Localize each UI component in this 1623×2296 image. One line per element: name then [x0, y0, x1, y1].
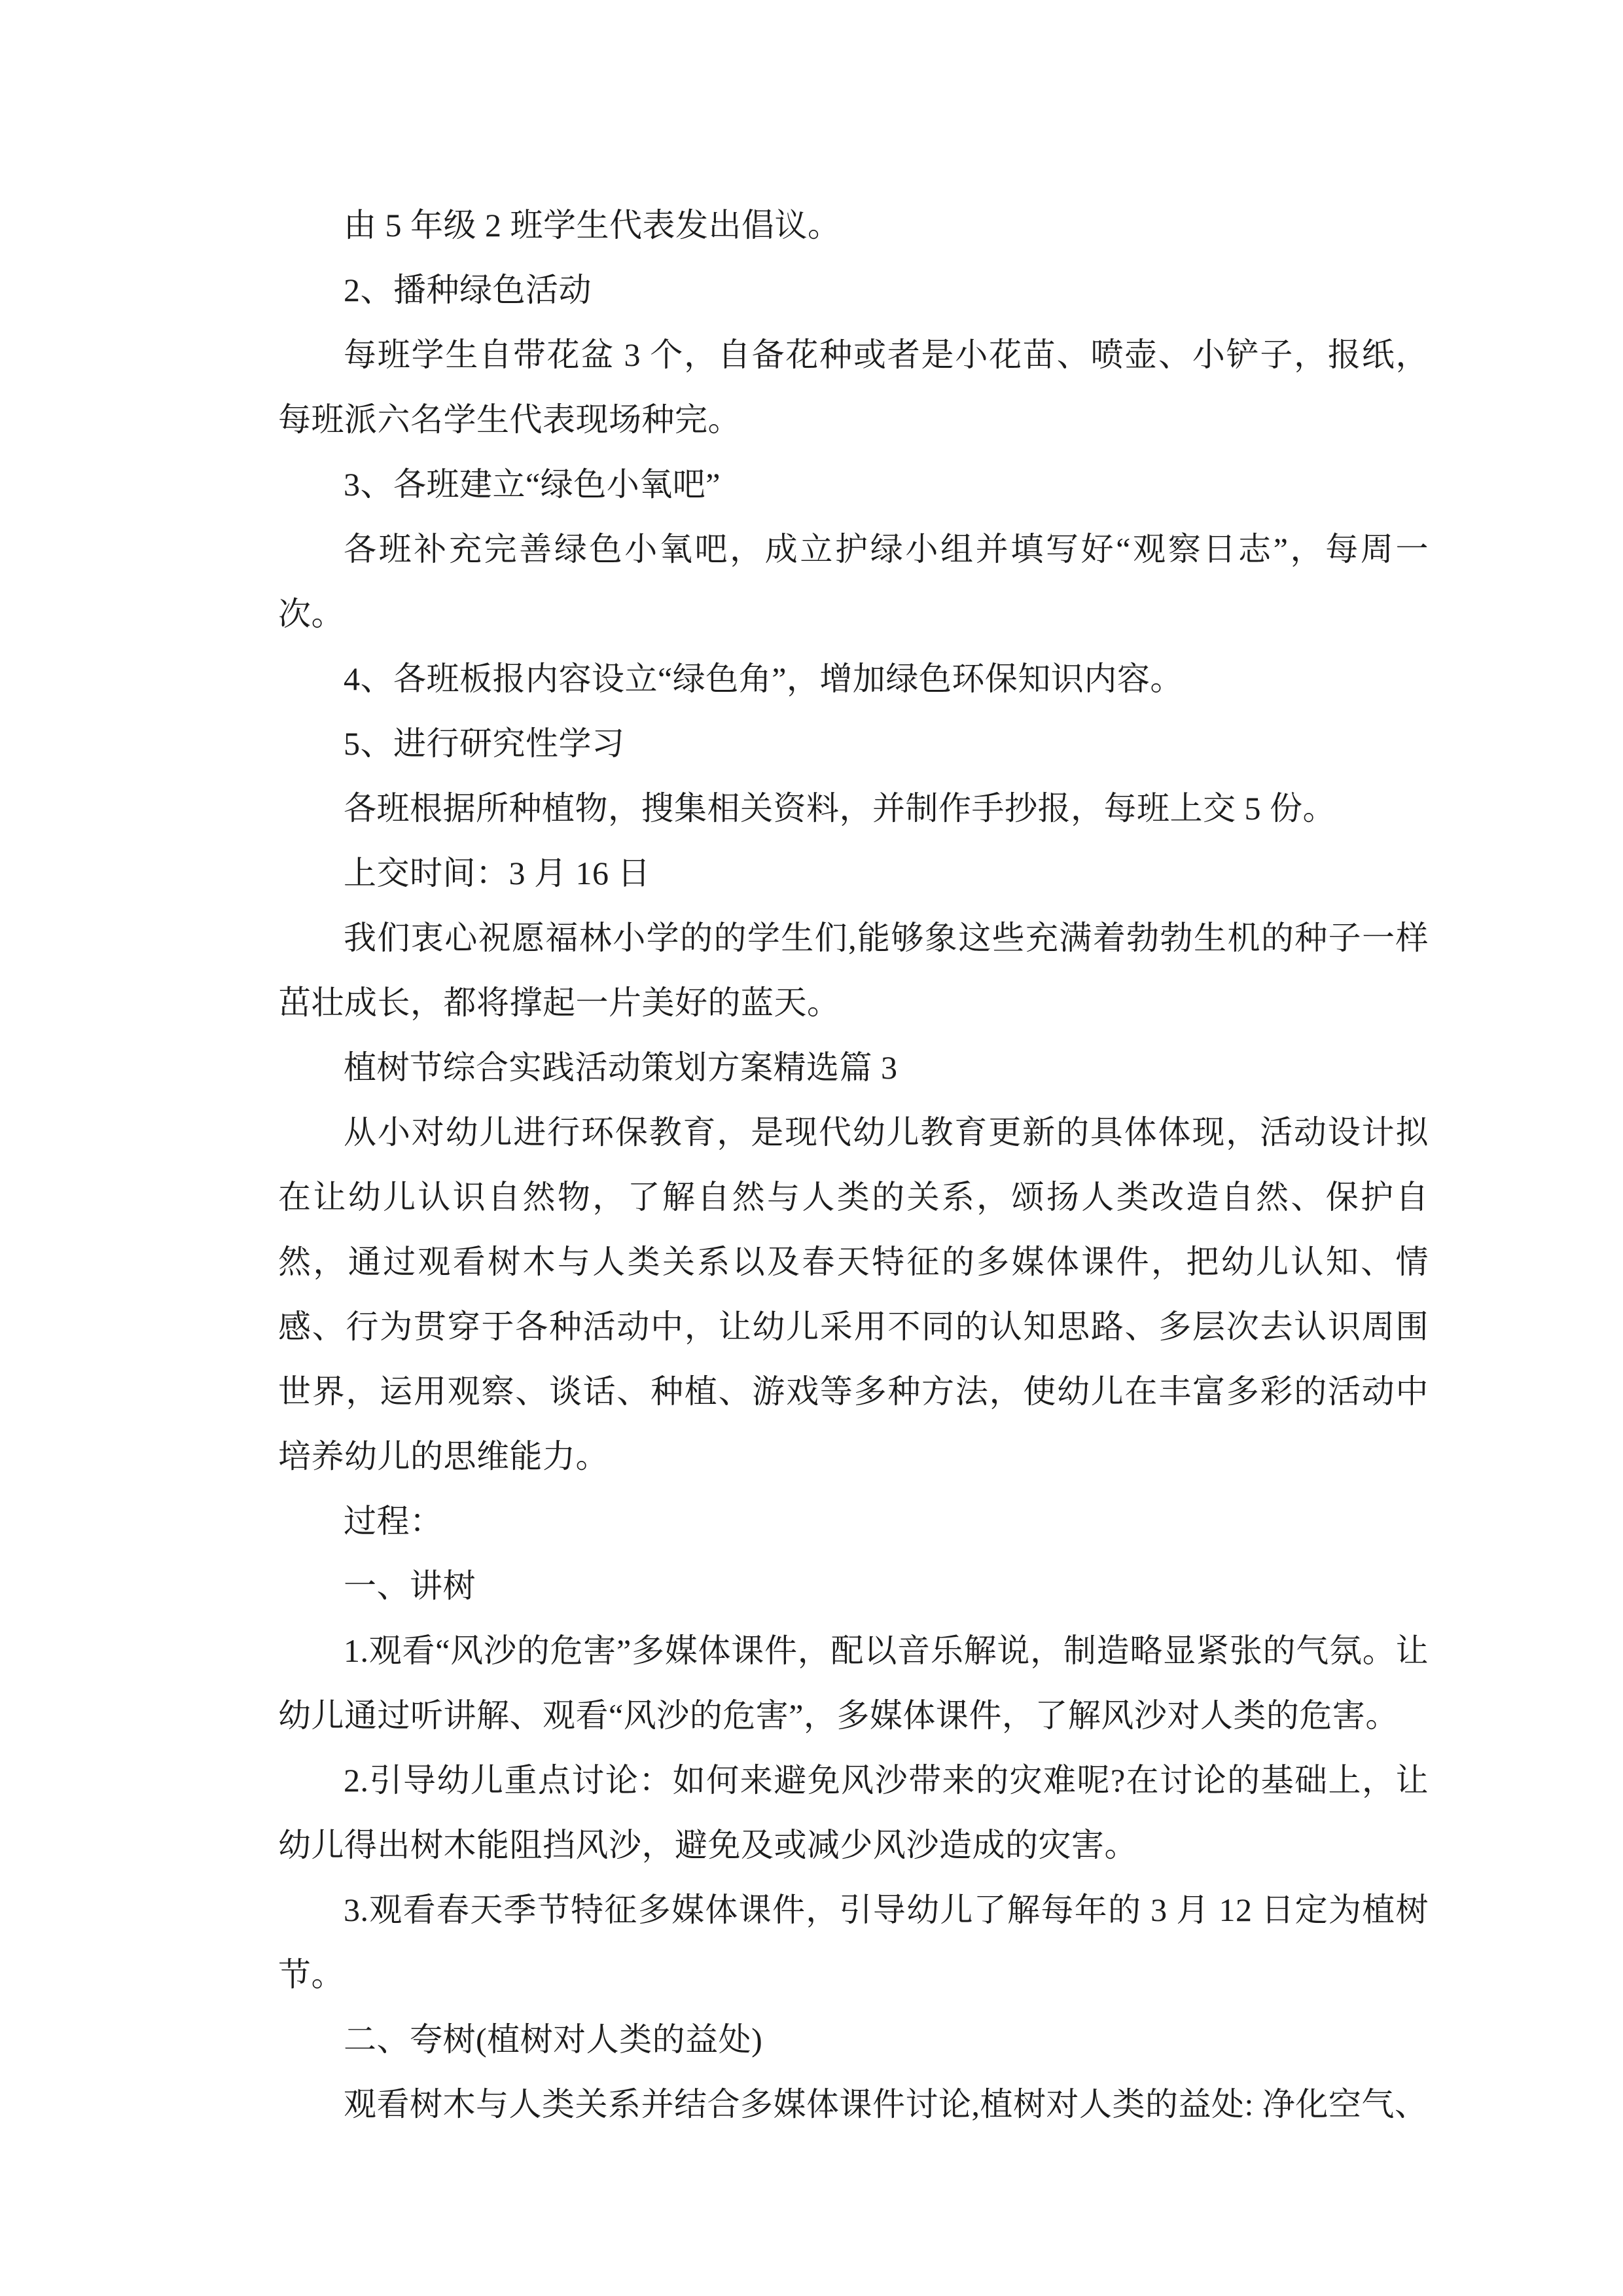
- paragraph: 过程：: [344, 1503, 443, 1539]
- paragraph-list-item: 5、进行研究性学习: [344, 725, 625, 762]
- section-heading: 植树节综合实践活动策划方案精选篇 3: [344, 1049, 898, 1086]
- paragraph: 每班学生自带花盆 3 个，自备花种或者是小花苗、喷壶、小铲子，报纸，每班派六名学生代表现场种完。: [278, 336, 1429, 438]
- paragraph: 3.观看春天季节特征多媒体课件，引导幼儿了解每年的 3 月 12 日定为植树节。: [278, 1892, 1429, 1993]
- paragraph: 观看树木与人类关系并结合多媒体课件讨论,植树对人类的益处: 净化空气、: [344, 2086, 1428, 2123]
- paragraph: 由 5 年级 2 班学生代表发出倡议。: [344, 207, 841, 243]
- paragraph: 2.引导幼儿重点讨论：如何来避免风沙带来的灾难呢?在讨论的基础上，让幼儿得出树木能阻挡风沙，避免及或减少风沙造成的灾害。: [278, 1762, 1429, 1863]
- paragraph-list-item: 二、夸树(植树对人类的益处): [344, 2021, 763, 2058]
- paragraph-list-item: 一、讲树: [344, 1568, 476, 1604]
- paragraph: 我们衷心祝愿福林小学的的学生们,能够象这些充满着勃勃生机的种子一样茁壮成长，都将撑起一片美好的蓝天。: [278, 920, 1429, 1021]
- paragraph: 各班根据所种植物，搜集相关资料，并制作手抄报，每班上交 5 份。: [344, 790, 1336, 827]
- paragraph: 各班补充完善绿色小氧吧，成立护绿小组并填写好“观察日志”，每周一次。: [278, 531, 1429, 632]
- document-content: [278, 193, 1429, 2137]
- paragraph-list-item: 2、播种绿色活动: [344, 272, 592, 308]
- paragraph-list-item: 4、各班板报内容设立“绿色角”，增加绿色环保知识内容。: [344, 660, 1183, 697]
- paragraph-list-item: 3、各班建立“绿色小氧吧”: [344, 466, 721, 503]
- paragraph: 从小对幼儿进行环保教育，是现代幼儿教育更新的具体体现，活动设计拟在让幼儿认识自然物，了解自然与人类的关系，颂扬人类改造自然、保护自然，通过观看树木与人类关系以及春天特征的多媒体课件，把幼儿认知、情感、行为贯穿于各种活动中，让幼儿采用不同的认知思路、多层次去认识周围世界，运用观察、谈话、种植、游戏等多种方法，使幼儿在丰富多彩的活动中培养幼儿的思维能力。: [278, 1114, 1429, 1475]
- paragraph: 1.观看“风沙的危害”多媒体课件，配以音乐解说，制造略显紧张的气氛。让幼儿通过听讲解、观看“风沙的危害”，多媒体课件，了解风沙对人类的危害。: [278, 1632, 1429, 1734]
- paragraph: 上交时间：3 月 16 日: [344, 855, 651, 891]
